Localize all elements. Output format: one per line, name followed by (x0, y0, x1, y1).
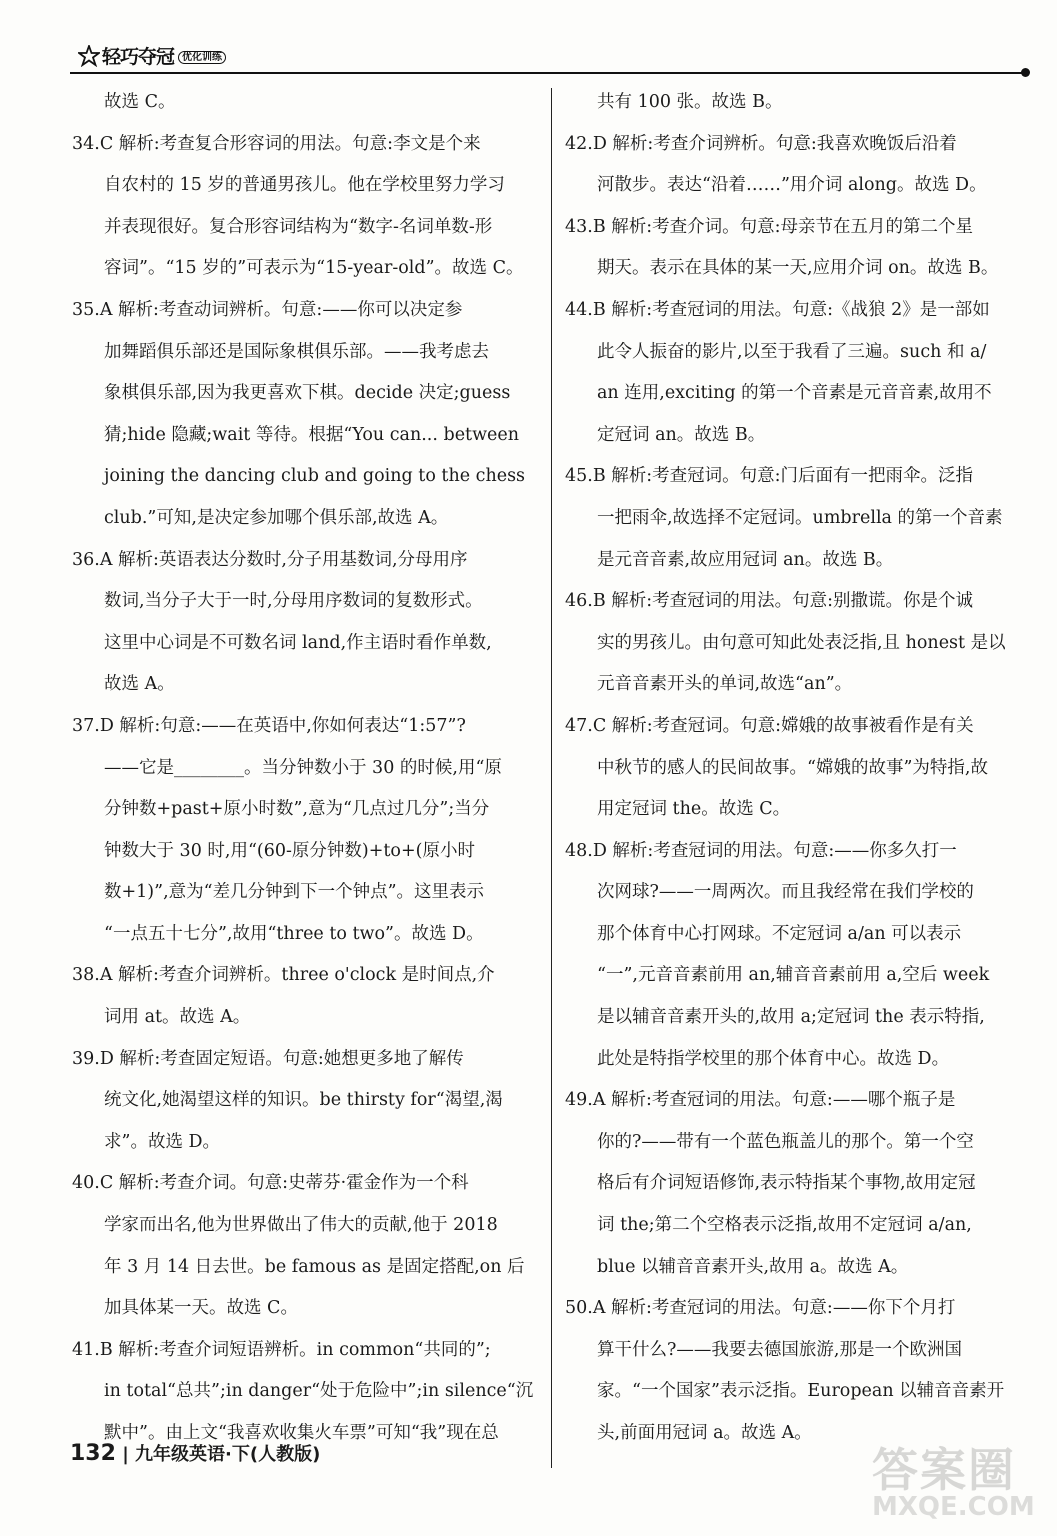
text-line: 38.A 解析:考查介词辨析。three o'clock 是时间点,介 (72, 965, 495, 986)
text-line: 加具体某一天。故选 C。 (104, 1298, 298, 1319)
page-header (70, 38, 1040, 78)
text-line: “一”,元音音素前用 an,辅音音素前用 a,空后 week (597, 965, 990, 986)
text-line: 故选 A。 (104, 674, 175, 695)
text-line: 此处是特指学校里的那个体育中心。故选 D。 (597, 1048, 950, 1069)
text-line: 求”。故选 D。 (104, 1131, 221, 1152)
text-line: 分钟数+past+原小时数”,意为“几点过几分”;当分 (104, 799, 490, 820)
text-line: blue 以辅音音素开头,故用 a。故选 A。 (597, 1256, 909, 1277)
text-line: 算干什么?——我要去德国旅游,那是一个欧洲国 (597, 1339, 962, 1360)
text-line: 44.B 解析:考查冠词的用法。句意:《战狼 2》是一部如 (565, 299, 990, 320)
text-line: 年 3 月 14 日去世。be famous as 是固定搭配,on 后 (104, 1256, 525, 1277)
text-line: 期天。表示在具体的某一天,应用介词 on。故选 B。 (597, 258, 999, 279)
book-title: 九年级英语·下(人教版) (135, 1444, 321, 1465)
text-line: 加舞蹈俱乐部还是国际象棋俱乐部。——我考虑去 (104, 341, 489, 362)
text-line: 41.B 解析:考查介词短语辨析。in common“共同的”; (72, 1339, 491, 1360)
text-line: in total“总共”;in danger“处于危险中”;in silence“沉 (104, 1381, 534, 1402)
text-line: 词 the;第二个空格表示泛指,故用不定冠词 a/an, (597, 1215, 972, 1236)
header-rule (70, 72, 1022, 74)
text-line: 是以辅音音素开头的,故用 a;定冠词 the 表示特指, (597, 1007, 985, 1028)
text-line: 河散步。表达“沿着……”用介词 along。故选 D。 (597, 175, 987, 196)
text-line: 钟数大于 30 时,用“(60-原分钟数)+to+(原小时 (104, 840, 475, 861)
text-line: 用定冠词 the。故选 C。 (597, 799, 791, 820)
text-line: 49.A 解析:考查冠词的用法。句意:——哪个瓶子是 (565, 1090, 956, 1111)
text-line: 词用 at。故选 A。 (104, 1007, 251, 1028)
text-line: 定冠词 an。故选 B。 (597, 424, 766, 445)
text-line: 次网球?——一周两次。而且我经常在我们学校的 (597, 882, 974, 903)
text-line: 34.C 解析:考查复合形容词的用法。句意:李文是个来 (72, 133, 481, 154)
column-divider (551, 88, 552, 1468)
text-line: club.”可知,是决定参加哪个俱乐部,故选 A。 (104, 507, 449, 528)
star-logo-icon (78, 45, 100, 67)
text-line: 这里中心词是不可数名词 land,作主语时看作单数, (104, 632, 492, 653)
text-line: 42.D 解析:考查介词辨析。句意:我喜欢晚饭后沿着 (565, 133, 957, 154)
page-footer (70, 1440, 320, 1470)
text-line: 45.B 解析:考查冠词。句意:门后面有一把雨伞。泛指 (565, 466, 974, 487)
text-line: 中秋节的感人的民间故事。“嫦娥的故事”为特指,故 (597, 757, 988, 778)
text-line: 学家而出名,他为世界做出了伟大的贡献,他于 2018 (104, 1215, 498, 1236)
right-column (565, 82, 1035, 1455)
text-line: 格后有介词短语修饰,表示特指某个事物,故用定冠 (597, 1173, 976, 1194)
text-line: 并表现很好。复合形容词结构为“数字-名词单数-形 (104, 216, 493, 237)
book-logo (78, 42, 226, 69)
text-line: 元音音素开头的单词,故选“an”。 (597, 674, 853, 695)
left-column (72, 82, 540, 1455)
text-line: 35.A 解析:考查动词辨析。句意:——你可以决定参 (72, 299, 463, 320)
text-line: 象棋俱乐部,因为我更喜欢下棋。decide 决定;guess (104, 383, 511, 404)
text-line: 一把雨伞,故选择不定冠词。umbrella 的第一个音素 (597, 507, 1003, 528)
page-number: 132 (70, 1441, 116, 1466)
text-line: 40.C 解析:考查介词。句意:史蒂芬·霍金作为一个科 (72, 1173, 469, 1194)
watermark-logo (872, 1434, 1035, 1524)
text-line: 那个体育中心打网球。不定冠词 a/an 可以表示 (597, 923, 962, 944)
text-line: 37.D 解析:句意:——在英语中,你如何表达“1:57”? (72, 715, 466, 736)
text-line: 家。“一个国家”表示泛指。European 以辅音音素开 (597, 1381, 1005, 1402)
text-line: 你的?——带有一个蓝色瓶盖儿的那个。第一个空 (597, 1131, 974, 1152)
text-line: 统文化,她渴望这样的知识。be thirsty for“渴望,渴 (104, 1090, 503, 1111)
text-line: 头,前面用冠词 a。故选 A。 (597, 1423, 812, 1443)
text-line: 39.D 解析:考查固定短语。句意:她想更多地了解传 (72, 1048, 464, 1069)
logo-badges: 优化训练 (178, 51, 226, 64)
text-line: “一点五十七分”,故用“three to two”。故选 D。 (104, 923, 484, 944)
text-line: 容词”。“15 岁的”可表示为“15-year-old”。故选 C。 (104, 258, 524, 279)
text-line: 43.B 解析:考查介词。句意:母亲节在五月的第二个星 (565, 216, 974, 237)
text-line: ——它是________。当分钟数小于 30 的时候,用“原 (104, 757, 502, 778)
text-line: 47.C 解析:考查冠词。句意:嫦娥的故事被看作是有关 (565, 715, 974, 736)
text-line: 自农村的 15 岁的普通男孩儿。他在学校里努力学习 (104, 175, 505, 196)
text-line: 猜;hide 隐藏;wait 等待。根据“You can... between (104, 424, 520, 445)
watermark-text: 答案圈 (872, 1443, 1016, 1497)
text-line: 共有 100 张。故选 B。 (597, 92, 783, 112)
logo-text: 轻巧夺冠 (102, 46, 175, 68)
text-line: 数+1)”,意为“差几分钟到下一个钟点”。这里表示 (104, 882, 485, 903)
text-line: 默中”。由上文“我喜欢收集火车票”可知“我”现在总 (104, 1423, 499, 1443)
text-line: 此令人振奋的影片,以至于我看了三遍。such 和 a/ (597, 341, 987, 362)
text-line: 48.D 解析:考查冠词的用法。句意:——你多久打一 (565, 840, 957, 861)
footer-separator: | (115, 1444, 136, 1465)
text-line: 实的男孩儿。由句意可知此处表泛指,且 honest 是以 (597, 632, 1006, 653)
text-line: 50.A 解析:考查冠词的用法。句意:——你下个月打 (565, 1298, 956, 1319)
text-line: 46.B 解析:考查冠词的用法。句意:别撒谎。你是个诚 (565, 591, 974, 612)
text-line: 是元音音素,故应用冠词 an。故选 B。 (597, 549, 894, 570)
text-line: joining the dancing club and going to the chess (104, 466, 526, 487)
text-line: an 连用,exciting 的第一个音素是元音音素,故用不 (597, 383, 992, 404)
text-line: 数词,当分子大于一时,分母用序数词的复数形式。 (104, 591, 483, 612)
watermark-url: MXQE.COM (872, 1492, 1035, 1522)
header-rule-dot (1021, 68, 1030, 77)
text-line: 故选 C。 (104, 92, 176, 112)
text-line: 36.A 解析:英语表达分数时,分子用基数词,分母用序 (72, 549, 468, 570)
